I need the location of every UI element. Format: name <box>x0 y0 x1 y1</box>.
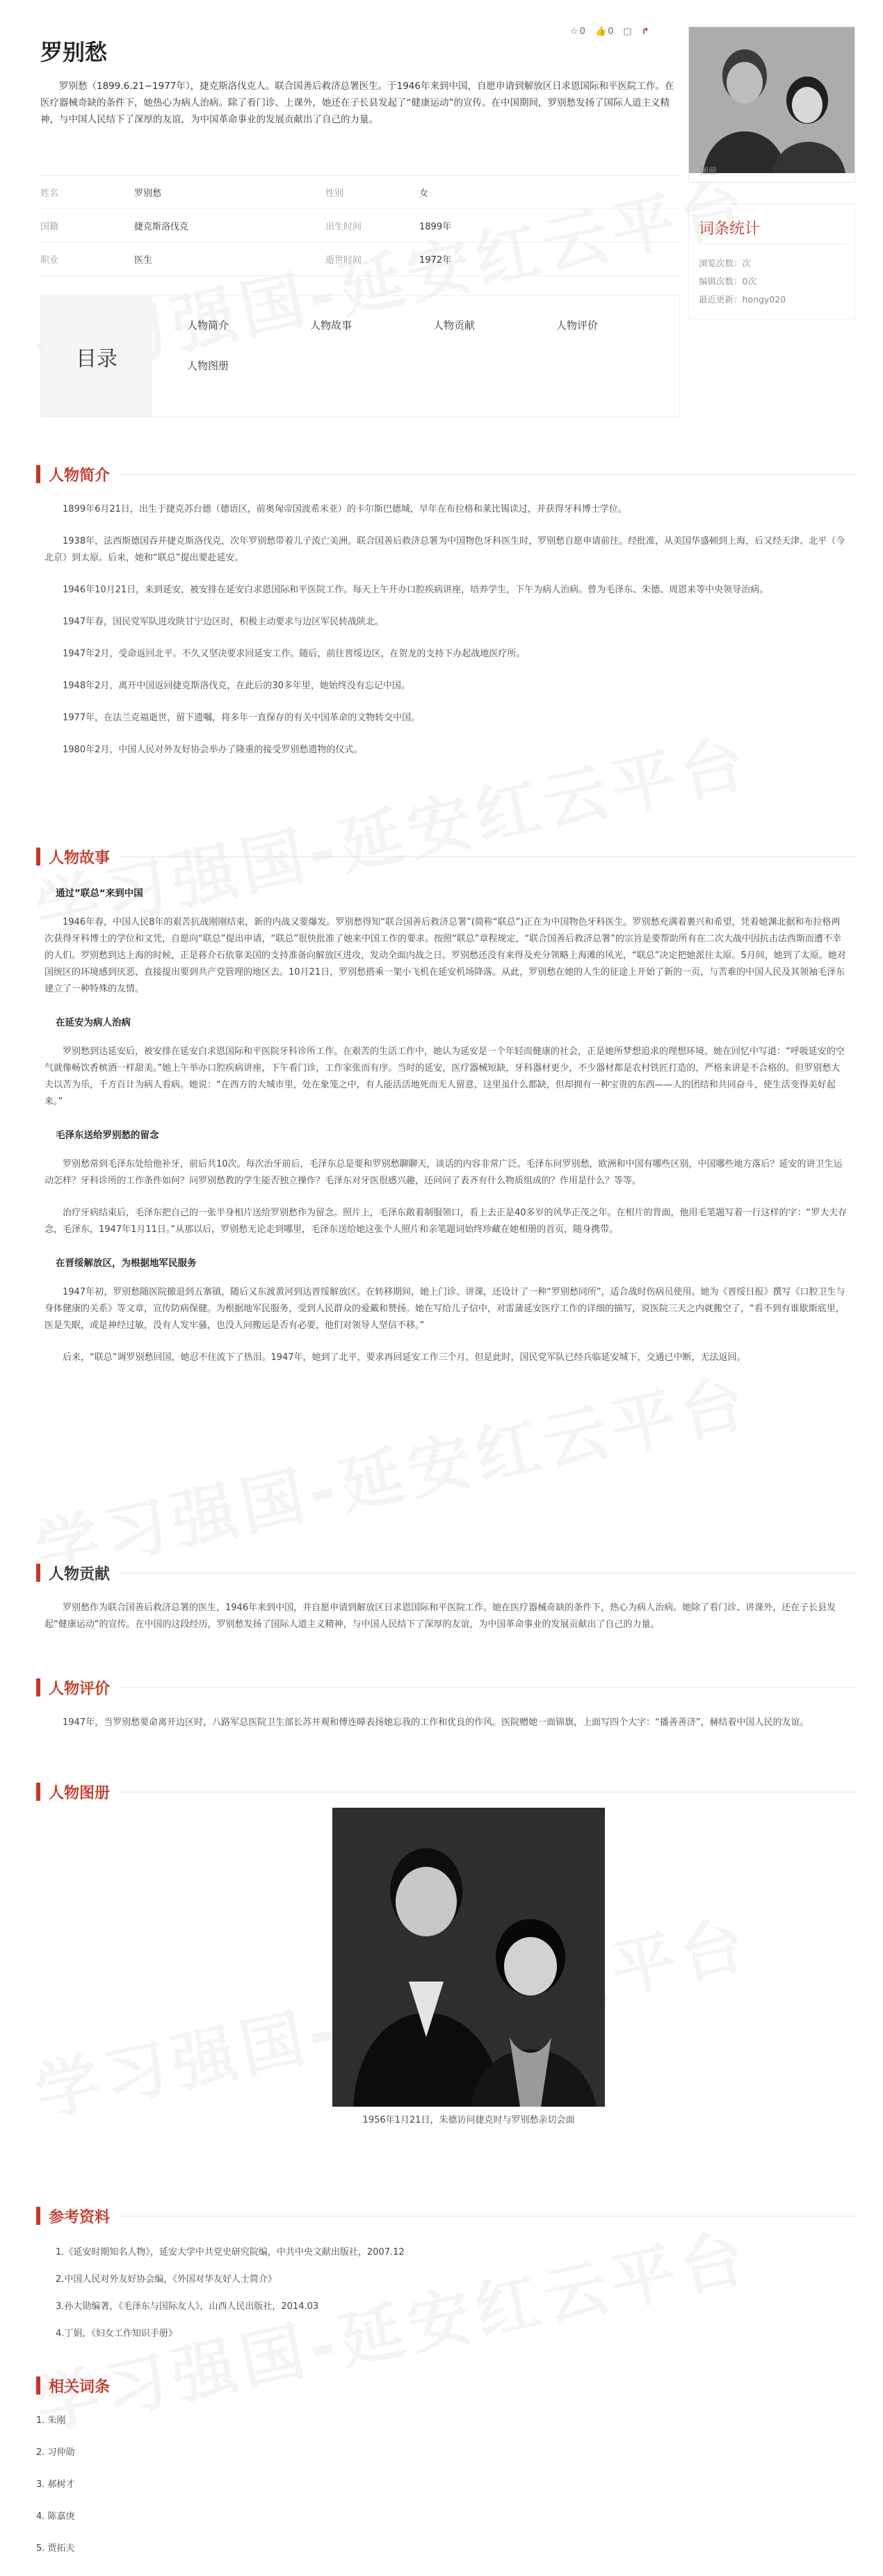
section-gallery <box>36 1780 857 1804</box>
toc-label: 目录 <box>41 296 152 416</box>
story-subhead: 毛泽东送给罗别愁的留念 <box>56 1130 159 1141</box>
stats-title: 词条统计 <box>699 217 845 245</box>
comment-icon: ▢ <box>623 26 632 37</box>
paragraph: 1948年2月，离开中国返回捷克斯洛伐克，在此后的30多年里，她始终没有忘记中国。 <box>63 681 410 691</box>
comment-button[interactable] <box>623 26 631 37</box>
stats-views: 浏览次数：次 <box>699 258 752 268</box>
gallery-photo[interactable] <box>332 1808 605 2107</box>
toc-item-story[interactable]: 人物故事 <box>310 318 353 332</box>
article-actions <box>570 26 649 37</box>
section-evaluation <box>36 1676 857 1731</box>
section-heading <box>36 1676 857 1699</box>
paragraph: 罗别愁作为联合国善后救济总署的医生，1946年来到中国，并自愿申请到解放区日求恩国际和平医院工作。她在医疗器械奇缺的条件下，热心为病人治病。她除了看门诊、讲课外，还在子长县发起“健康运动”的宣传。在中国的这段经历，罗别愁发扬了国际人道主义精神，与中国人民结下了深厚的友谊，为中国革命事业的发展贡献出了自己的力量。 <box>44 1603 836 1630</box>
section-contribution <box>36 1561 857 1633</box>
section-story <box>36 845 857 1366</box>
photo-caption: 图册 <box>700 166 718 176</box>
thumb-icon: 👍 <box>594 26 607 37</box>
paragraph: 治疗牙病结束后，毛泽东把自己的一张半身相片送给罗别愁作为留念。照片上，毛泽东敞着制服领口，看上去正是40多岁的风华正茂之年。在相片的背面，他用毛笔题写着一行这样的字：“罗大夫存念，毛泽东，1947年1月11日。”从那以后，罗别愁无论走到哪里，毛泽东送给她这张个人照片和亲笔题词始终珍藏在她相册的首页，随身携带。 <box>44 1208 848 1235</box>
paragraph: 罗别愁常到毛泽东处给他补牙，前后共10次。每次治牙前后，毛泽东总是要和罗别愁聊聊天，谈话的内容非常广泛。毛泽东问罗别愁，欧洲和中国有哪些区别，中国哪些地方落后？延安的讲卫生运动怎样？牙科诊所的工作条件如何？问罗别愁教的学生能否独立操作？毛泽东对牙医很感兴趣，还问问了表齐有什么物质组成的？作用是什么？等等。 <box>44 1159 843 1186</box>
section-title: 人物图册 <box>49 1784 111 1802</box>
sidebar-photo[interactable] <box>688 26 855 183</box>
section-heading <box>36 2374 857 2397</box>
like-button[interactable] <box>570 26 585 37</box>
section-title: 人物故事 <box>49 849 111 867</box>
section-title: 人物评价 <box>49 1680 111 1698</box>
table-of-contents <box>40 295 680 417</box>
section-marker <box>36 848 40 866</box>
toc-item-evaluation[interactable]: 人物评价 <box>556 318 599 332</box>
fact-key: 姓名 <box>40 188 59 199</box>
paragraph: 1946年春，中国人民8年的艰苦抗战刚刚结束，新的内战又要爆发。罗别愁得知“联合国善后救济总署”(简称“联总”)正在为中国物色牙科医生。罗别愁充满着裹兴和希望，凭着她渊北据和布拉格两次获得牙科博士的学位和文凭，自愿向“联总”提出申请，“联总”很快批准了她来中国工作的要求。按照“联总”章程规定，“联合国善后救济总署”的宗旨是要帮助所有在二次大战中因抗击法西斯而遭不幸的人们。罗别愁到达上海的时候，正是蒋介石依靠美国的支持准备向解放区进攻，发动全面内战之日。罗别愁还没有来得及充分领略上海滩的风光，“联总”决定把她派往太原。5月间，她到了太原。她对国统区的环境感到厌恶，直接提出要到共产党管理的地区去。10月21日，罗别愁搭乘一架小飞机在延安机场降落。从此，罗别愁在她的人生的征途上开始了新的一页，与苦难的中国人民及其领袖毛泽东建立了一种特殊的友情。 <box>44 917 846 994</box>
fact-value: 1972年 <box>419 255 452 266</box>
story-subhead: 在晋绥解放区，为根据地军民服务 <box>56 1258 197 1269</box>
section-marker <box>36 1564 40 1582</box>
paragraph: 1946年10月21日，来到延安，被安排在延安白求恩国际和平医院工作。每天上午开办口腔疾病讲座，培养学生，下午为病人治病。曾为毛泽东、朱德、周恩来等中央领导治病。 <box>63 585 769 595</box>
section-marker <box>36 2207 40 2225</box>
paragraph: 1947年，当罗别愁要命离开边区时，八路军总医院卫生部长苏井观和傅连暲表扬她忘我的工作和优良的作风。医院赠她一面锦旗，上面写四个大字：“播善善济”，赫结着中国人民的友谊。 <box>63 1717 809 1728</box>
like-count: 0 <box>579 26 585 37</box>
fact-value: 1899年 <box>419 222 452 232</box>
share-button[interactable] <box>642 26 649 37</box>
related-link[interactable]: 3. 郝树才 <box>36 2479 75 2490</box>
paragraph: 1938年，法西斯德国吞并捷克斯洛伐克，次年罗别愁带着儿子流亡美洲。联合国善后救济总署为中国物色牙科医生时，罗别愁自愿申请前往。经批准，从美国华盛顿到上海，后又经天津、北平（今北京）到太原。后来，她和“联总”提出要赴延安。 <box>44 536 845 563</box>
section-divider <box>120 474 857 475</box>
fact-row <box>40 243 680 276</box>
section-divider <box>120 2216 857 2217</box>
fact-value: 捷克斯洛伐克 <box>134 222 189 232</box>
paragraph: 1947年2月，受命返回北平。不久又坚决要求回延安工作。随后，前往晋绥边区，在贺龙的支持下办起战地医疗所。 <box>63 649 526 659</box>
fact-value: 罗别愁 <box>134 188 162 199</box>
fact-row <box>40 209 680 243</box>
section-title: 相关词条 <box>49 2378 111 2396</box>
sidebar <box>688 26 855 319</box>
fact-key: 职业 <box>40 255 59 266</box>
thumb-button[interactable] <box>595 26 613 37</box>
section-title: 参考资料 <box>49 2208 111 2226</box>
fact-key: 国籍 <box>40 222 59 232</box>
watermark <box>26 1351 757 1592</box>
page-title: 罗别愁 <box>40 39 108 65</box>
reference-item: 4.丁娟，《妇女工作知识手册》 <box>56 2328 177 2339</box>
paragraph: 1980年2月，中国人民对外友好协会举办了隆重的接受罗别愁遗物的仪式。 <box>63 745 363 755</box>
section-marker <box>36 1783 40 1801</box>
section-heading <box>36 2204 857 2228</box>
stats-edits: 编辑次数：0次 <box>699 276 756 286</box>
star-icon: ☆ <box>570 26 578 37</box>
section-heading <box>36 462 857 486</box>
section-references <box>36 2204 857 2228</box>
article-intro: 罗别愁（1899.6.21−1977年），捷克斯洛伐克人。联合国善后救济总署医生。于1946年来到中国，自愿申请到解放区日求恩国际和平医院工作。在医疗器械奇缺的条件下，她热心为病人治病。除了看门诊、上课外，她还在子长县发起了“健康运动”的宣传。在中国期间，罗别愁发扬了国际人道主义精神，与中国人民结下了深厚的友谊，为中国革命事业的发展贡献出了自己的力量。 <box>40 81 674 125</box>
fact-key: 出生时间 <box>325 222 362 232</box>
reference-item: 2.中国人民对外友好协会编，《外国对华友好人士简介》 <box>56 2274 277 2285</box>
paragraph: 1947年初，罗别愁随医院撤退到五寨镇，随后又东渡黄河到达晋绥解放区。在转移期间，她上门诊、讲课，还设计了一种“罗别愁同所”，适合战时伤病员使用。她为《晋绥日报》撰写《口腔卫生与身体健康的关系》等文章，宣传防病保健。为根据地军民服务，受到人民群众的爱戴和赞扬。她在写给儿子信中，对雷蒲延安医疗工作的详细的描写，说医院三天之内就搬空了，“看不到有谁歇斯底里，医是失眠，或是神经过敏，没有人发牢骚，也没人问搬运是否有必要，他们对领导人坚信不移。” <box>44 1287 845 1331</box>
gallery-caption: 1956年1月21日，朱德访问捷克时与罗别愁亲切会面 <box>362 2115 575 2125</box>
thumb-count: 0 <box>608 26 614 37</box>
related-list <box>36 2413 75 2573</box>
reference-list <box>56 2244 820 2353</box>
section-heading <box>36 1780 857 1804</box>
article-header <box>0 0 883 424</box>
story-subhead: 在延安为病人治病 <box>56 1017 131 1028</box>
gallery-figure <box>332 1808 605 2125</box>
fact-table <box>40 175 680 276</box>
related-link[interactable]: 1. 朱刚 <box>36 2415 66 2426</box>
section-divider <box>120 1687 857 1688</box>
paragraph: 罗别愁到达延安后，被安排在延安白求恩国际和平医院牙科诊所工作。在艰苦的生活工作中，她认为延安是一个年轻而健康的社会，正是她所梦想追求的理想环境。她在回忆中写道：“呼吸延安的空气就像畅饮香槟酒一样甜美。”她上午举办口腔疾病讲座，下午看门诊，工作家张而有序。当时的延安，医疗器械短缺，牙科器材更少，不少器材都是农村铁匠打造的，严格来讲是不合格的。但罗别愁大夫以苦为乐，千方百计为病人看病。她说：“在西方的大城市里，处在象笼之中，有人能活活地死而无人留意，这里虽什么都缺，但却拥有一种宝贵的东西——人的团结和共同奋斗，使生活变得美好起来。” <box>44 1046 845 1107</box>
toc-item-intro[interactable]: 人物简介 <box>187 318 229 332</box>
paragraph: 1977年，在法兰克福逝世，留下遗嘱，将多年一直保存的有关中国革命的文物转交中国。 <box>63 713 421 723</box>
portrait-photo <box>689 27 855 173</box>
fact-row <box>40 176 680 209</box>
section-heading <box>36 845 857 868</box>
toc-items <box>152 296 679 416</box>
reference-item: 3.孙大勋编著，《毛泽东与国际友人》，山西人民出版社，2014.03 <box>56 2301 319 2312</box>
reference-item: 1.《延安时期知名人物》，延安大学中共党史研究院编，中共中央文献出版社，2007.12 <box>56 2247 405 2258</box>
section-marker <box>36 1678 40 1696</box>
paragraph: 1947年春，国民党军队进攻陕甘宁边区时，积极主动要求与边区军民转战陕北。 <box>63 617 384 627</box>
fact-key: 性别 <box>325 188 344 199</box>
section-heading <box>36 1561 857 1585</box>
related-link[interactable]: 5. 贾拓夫 <box>36 2543 75 2554</box>
toc-item-gallery[interactable]: 人物图册 <box>187 359 229 372</box>
fact-key: 逝世时间 <box>325 255 362 266</box>
section-title: 人物简介 <box>49 467 111 485</box>
section-title: 人物贡献 <box>49 1565 111 1583</box>
fact-value: 女 <box>419 188 429 199</box>
paragraph: 1899年6月21日，出生于捷克苏台德（德语区，前奥匈帝国波希米亚）的卡尔斯巴德城，早年在布拉格和莱比锡读过，并获得牙科博士学位。 <box>63 504 627 515</box>
section-related <box>36 2374 857 2397</box>
story-subhead: 通过”联总“来到中国 <box>56 888 143 899</box>
toc-item-contribution[interactable]: 人物贡献 <box>433 318 476 332</box>
paragraph: 后来，“联总”调罗别愁回国，她忍不住流下了热泪。1947年，她到了北平，要求再回延安工作三个月，但是此时，国民党军队已经兵临延安城下，交通已中断，无法返回。 <box>63 1352 746 1363</box>
fact-value: 医生 <box>134 255 153 266</box>
entry-stats <box>688 204 855 319</box>
related-link[interactable]: 2. 习仲勋 <box>36 2447 75 2458</box>
section-intro <box>36 462 857 759</box>
section-marker <box>36 2376 40 2395</box>
stats-updated: 最近更新：hongy020 <box>699 294 786 305</box>
section-marker <box>36 465 40 483</box>
related-link[interactable]: 4. 陈嘉庚 <box>36 2511 75 2522</box>
share-icon: ↱ <box>641 26 649 37</box>
